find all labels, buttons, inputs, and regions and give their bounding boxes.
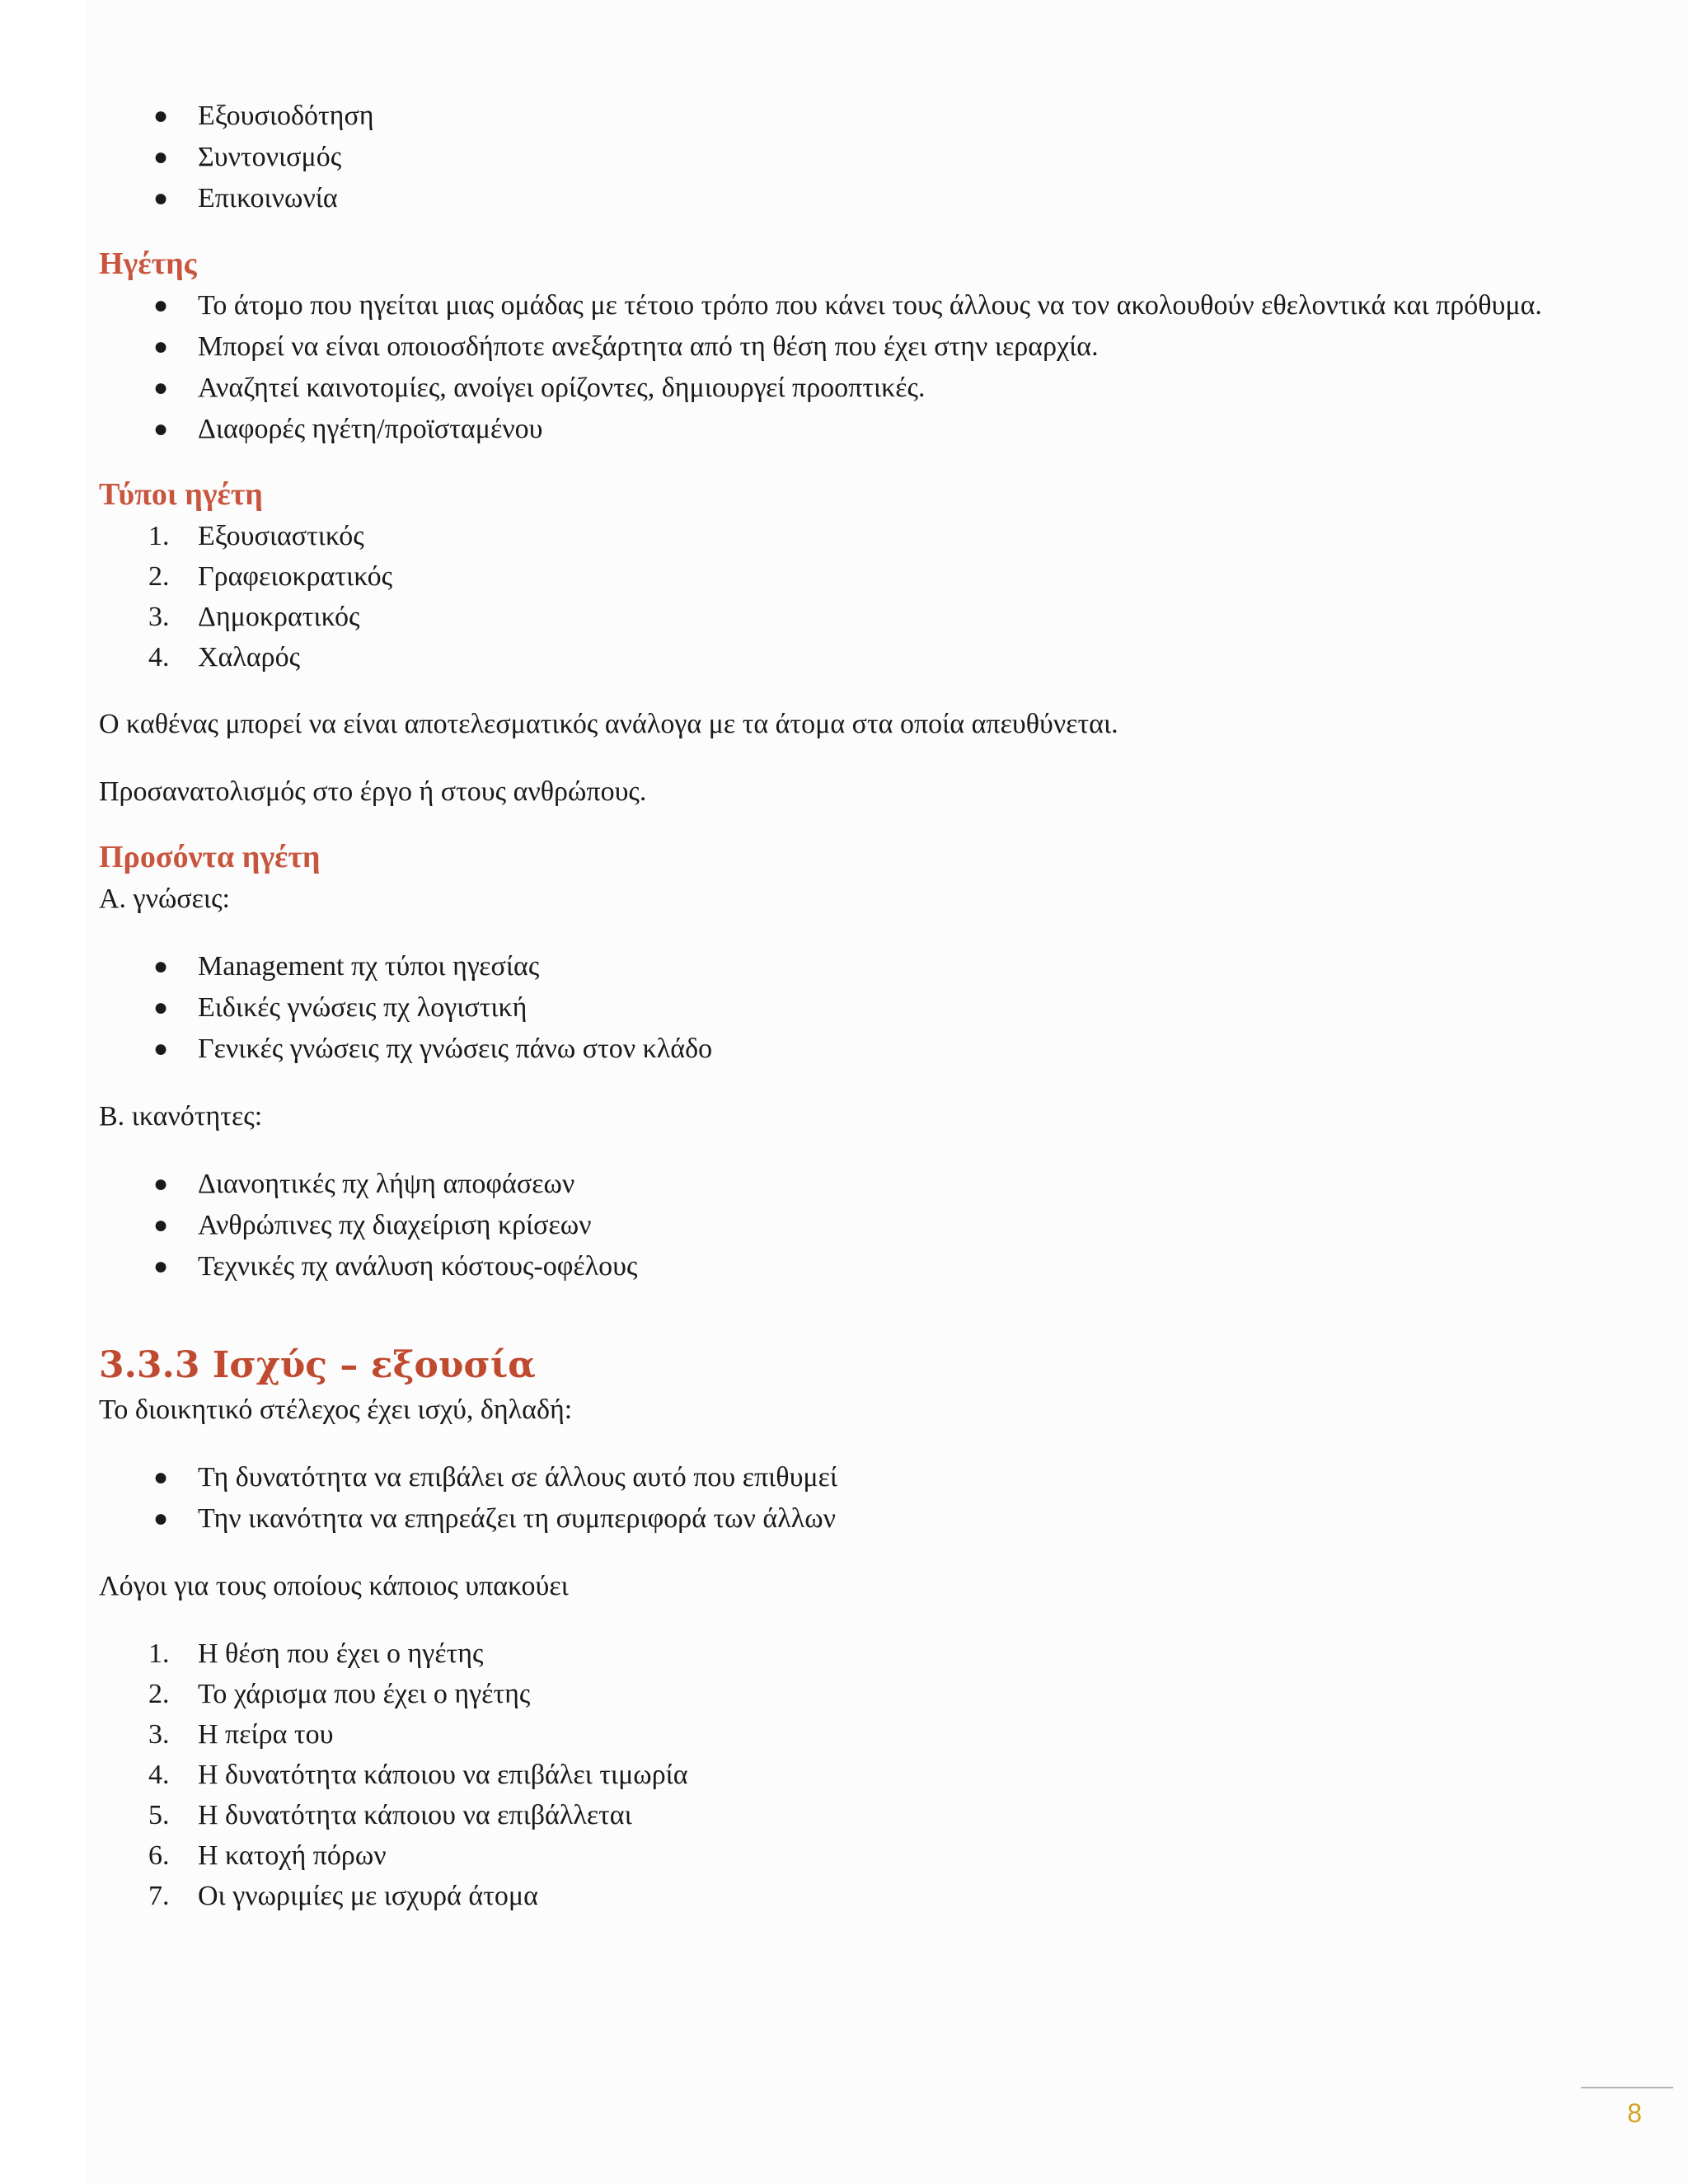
list-item xyxy=(99,1633,1591,1674)
list-item xyxy=(99,1795,1591,1835)
list-item-text: Η θέση που έχει ο ηγέτης xyxy=(198,1638,484,1669)
bullet-icon: ● xyxy=(153,374,169,401)
leader-types-list xyxy=(99,516,1591,677)
bullet-icon: ● xyxy=(153,102,169,129)
list-number: 2. xyxy=(148,1679,170,1709)
list-number: 7. xyxy=(148,1881,170,1911)
list-item xyxy=(99,368,1591,409)
bullet-icon: ● xyxy=(153,185,169,212)
list-item xyxy=(99,409,1591,450)
bullet-icon: ● xyxy=(153,994,169,1021)
list-item xyxy=(99,285,1591,326)
list-item xyxy=(99,178,1591,219)
list-number: 4. xyxy=(148,1760,170,1790)
list-item-text: Μπορεί να είναι οποιοσδήποτε ανεξάρτητα από τη θέση που έχει στην ιεραρχία. xyxy=(198,331,1099,362)
list-item-text: Χαλαρός xyxy=(198,642,301,673)
list-item xyxy=(99,1029,1591,1070)
list-item-text: Επικοινωνία xyxy=(198,183,338,213)
list-item xyxy=(99,1714,1591,1755)
abilities-label: Β. ικανότητες: xyxy=(99,1101,263,1132)
power-intro: Το διοικητικό στέλεχος έχει ισχύ, δηλαδή: xyxy=(99,1394,573,1425)
list-number: 6. xyxy=(148,1840,170,1871)
list-item xyxy=(99,96,1591,137)
intro-bullet-list xyxy=(99,96,1591,219)
list-item xyxy=(99,1498,1591,1540)
list-item-text: Εξουσιαστικός xyxy=(198,521,364,551)
list-item xyxy=(99,516,1591,556)
list-item-text: Ειδικές γνώσεις πχ λογιστική xyxy=(198,992,528,1023)
list-number: 1. xyxy=(148,521,170,551)
list-item-text: Διαφορές ηγέτη/προϊσταμένου xyxy=(198,414,543,444)
list-item xyxy=(99,1755,1591,1795)
leader-bullet-list xyxy=(99,285,1591,450)
reasons-list xyxy=(99,1633,1591,1916)
bullet-icon: ● xyxy=(153,143,169,171)
document-body xyxy=(99,96,1591,1916)
list-item xyxy=(99,1246,1591,1287)
list-number: 3. xyxy=(148,602,170,632)
page-number: 8 xyxy=(1627,2098,1642,2128)
list-item-text: Τεχνικές πχ ανάλυση κόστους-οφέλους xyxy=(198,1251,638,1282)
bullet-icon: ● xyxy=(153,292,169,319)
list-item xyxy=(99,1876,1591,1916)
list-number: 3. xyxy=(148,1719,170,1750)
abilities-bullet-list xyxy=(99,1164,1591,1287)
list-number: 4. xyxy=(148,642,170,673)
list-item-text: Οι γνωριμίες με ισχυρά άτομα xyxy=(198,1881,538,1911)
leader-heading: Ηγέτης xyxy=(99,246,197,281)
list-item xyxy=(99,597,1591,637)
list-item-text: Γενικές γνώσεις πχ γνώσεις πάνω στον κλάδο xyxy=(198,1033,713,1064)
bullet-icon: ● xyxy=(153,1505,169,1532)
list-item xyxy=(99,987,1591,1029)
list-item-text: Συντονισμός xyxy=(198,142,342,172)
footer-divider xyxy=(1581,2087,1673,2088)
list-item xyxy=(99,637,1591,677)
list-item-text: Η δυνατότητα κάποιου να επιβάλλεται xyxy=(198,1800,632,1830)
reasons-label: Λόγοι για τους οποίους κάποιος υπακούει xyxy=(99,1571,569,1601)
power-section-heading: 3.3.3 Ισχύς – εξουσία xyxy=(99,1344,536,1386)
list-item-text: Το χάρισμα που έχει ο ηγέτης xyxy=(198,1679,531,1709)
list-item xyxy=(99,1674,1591,1714)
bullet-icon: ● xyxy=(153,1035,169,1062)
list-number: 2. xyxy=(148,561,170,592)
list-number: 5. xyxy=(148,1800,170,1830)
paragraph-orientation: Προσανατολισμός στο έργο ή στους ανθρώπους. xyxy=(99,776,647,807)
list-item-text: Αναζητεί καινοτομίες, ανοίγει ορίζοντες, δημιουργεί προοπτικές. xyxy=(198,373,926,403)
list-item-text: Τη δυνατότητα να επιβάλει σε άλλους αυτό που επιθυμεί xyxy=(198,1462,838,1493)
list-item-text: Το άτομο που ηγείται μιας ομάδας με τέτοιο τρόπο που κάνει τους άλλους να τον ακολουθούν εθελοντικά και πρόθυμα. xyxy=(198,290,1542,321)
list-number: 1. xyxy=(148,1638,170,1669)
bullet-icon: ● xyxy=(153,1170,169,1197)
bullet-icon: ● xyxy=(153,415,169,443)
bullet-icon: ● xyxy=(153,1212,169,1239)
list-item xyxy=(99,326,1591,368)
bullet-icon: ● xyxy=(153,1464,169,1491)
list-item-text: Διανοητικές πχ λήψη αποφάσεων xyxy=(198,1169,575,1199)
qualifications-heading: Προσόντα ηγέτη xyxy=(99,840,321,874)
paragraph-effectiveness: Ο καθένας μπορεί να είναι αποτελεσματικός ανάλογα με τα άτομα στα οποία απευθύνεται. xyxy=(99,709,1118,739)
bullet-icon: ● xyxy=(153,1253,169,1280)
list-item xyxy=(99,1164,1591,1205)
list-item-text: Ανθρώπινες πχ διαχείριση κρίσεων xyxy=(198,1210,592,1240)
power-bullet-list xyxy=(99,1457,1591,1540)
list-item-text: Εξουσιοδότηση xyxy=(198,101,374,131)
list-item xyxy=(99,137,1591,178)
leader-types-heading: Τύποι ηγέτη xyxy=(99,477,263,512)
list-item-text: Η δυνατότητα κάποιου να επιβάλει τιμωρία xyxy=(198,1760,688,1790)
list-item-text: Η κατοχή πόρων xyxy=(198,1840,387,1871)
bullet-icon: ● xyxy=(153,953,169,980)
list-item xyxy=(99,946,1591,987)
list-item xyxy=(99,1835,1591,1876)
list-item-text: Management πχ τύποι ηγεσίας xyxy=(198,951,540,982)
knowledge-bullet-list xyxy=(99,946,1591,1070)
knowledge-label: Α. γνώσεις: xyxy=(99,883,230,914)
list-item xyxy=(99,556,1591,597)
list-item xyxy=(99,1457,1591,1498)
list-item-text: Την ικανότητα να επηρεάζει τη συμπεριφορά των άλλων xyxy=(198,1503,836,1534)
list-item-text: Δημοκρατικός xyxy=(198,602,360,632)
list-item xyxy=(99,1205,1591,1246)
bullet-icon: ● xyxy=(153,333,169,360)
list-item-text: Η πείρα του xyxy=(198,1719,334,1750)
list-item-text: Γραφειοκρατικός xyxy=(198,561,393,592)
